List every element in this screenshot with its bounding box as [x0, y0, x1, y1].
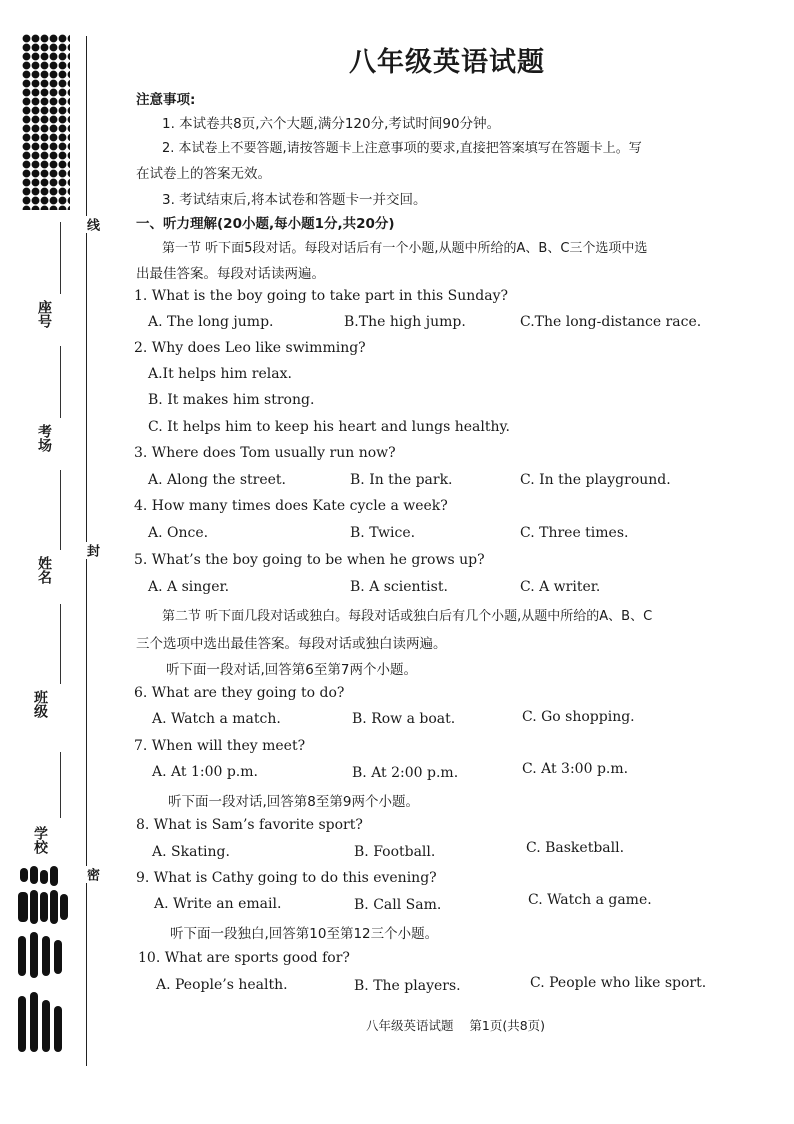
page-footer: 八年级英语试题 第1页(共8页) [366, 1018, 546, 1033]
question-1: 1. What is the boy going to take part in this Sunday? [134, 288, 508, 304]
q4-option-a: A. Once. [148, 525, 209, 541]
name-field[interactable] [60, 470, 61, 550]
q2-option-c: C. It helps him to keep his heart and lungs healthy. [148, 419, 510, 435]
part1-instructions-cont: 出最佳答案。每段对话读两遍。 [136, 266, 325, 282]
q7-option-b: B. At 2:00 p.m. [352, 765, 459, 781]
part2-instructions: 第二节 听下面几段对话或独白。每段对话或独白后有几个小题,从题中所给的A、B、C [162, 609, 653, 624]
q8-option-c: C. Basketball. [526, 840, 625, 856]
question-2: 2. Why does Leo like swimming? [134, 340, 366, 356]
q6-option-c: C. Go shopping. [522, 709, 635, 725]
class-field[interactable] [60, 604, 61, 684]
class-label: 班级 [32, 690, 48, 718]
q8-option-a: A. Skating. [152, 844, 230, 860]
bar-pattern [18, 866, 74, 1058]
notice-item-2-cont: 在试卷上的答案无效。 [136, 166, 271, 182]
part2-instructions-cont: 三个选项中选出最佳答案。每段对话或独白读两遍。 [136, 636, 447, 652]
notice-item-1: 1. 本试卷共8页,六个大题,满分120分,考试时间90分钟。 [162, 116, 501, 132]
q2-option-b: B. It makes him strong. [148, 392, 315, 408]
room-label: 考场 [36, 424, 52, 452]
instruction-q6-7: 听下面一段对话,回答第6至第7两个小题。 [166, 662, 417, 678]
q3-option-a: A. Along the street. [148, 472, 286, 488]
q7-option-c: C. At 3:00 p.m. [522, 761, 629, 777]
q7-option-a: A. At 1:00 p.m. [152, 764, 258, 780]
page-title: 八年级英语试题 [349, 47, 545, 78]
notice-item-2: 2. 本试卷上不要答题,请按答题卡上注意事项的要求,直接把答案填写在答题卡上。写 [162, 141, 642, 156]
q2-option-a: A.It helps him relax. [148, 366, 292, 382]
q3-option-c: C. In the playground. [520, 472, 671, 488]
seat-field[interactable] [60, 222, 61, 294]
question-3: 3. Where does Tom usually run now? [134, 445, 396, 461]
mark-feng: 封 [84, 544, 99, 557]
instruction-q8-9: 听下面一段对话,回答第8至第9两个小题。 [168, 794, 419, 810]
q5-option-c: C. A writer. [520, 579, 601, 595]
q5-option-b: B. A scientist. [350, 579, 448, 595]
q3-option-b: B. In the park. [350, 472, 453, 488]
q4-option-c: C. Three times. [520, 525, 629, 541]
question-10: 10. What are sports good for? [138, 950, 350, 966]
school-label: 学校 [32, 826, 48, 854]
q9-option-b: B. Call Sam. [354, 897, 442, 913]
q1-option-b: B.The high jump. [344, 314, 466, 330]
q10-option-b: B. The players. [354, 978, 461, 994]
q1-option-c: C.The long-distance race. [520, 314, 702, 330]
q4-option-b: B. Twice. [350, 525, 416, 541]
seat-label: 座号 [36, 300, 52, 328]
notice-heading: 注意事项: [136, 92, 196, 108]
question-4: 4. How many times does Kate cycle a week? [134, 498, 448, 514]
question-9: 9. What is Cathy going to do this evening? [136, 870, 437, 886]
name-label: 姓名 [36, 556, 52, 584]
part1-instructions: 第一节 听下面5段对话。每段对话后有一个小题,从题中所给的A、B、C三个选项中选 [162, 241, 648, 256]
mark-mi: 密 [84, 868, 99, 881]
q8-option-b: B. Football. [354, 844, 436, 860]
question-8: 8. What is Sam’s favorite sport? [136, 817, 363, 833]
q10-option-a: A. People’s health. [156, 977, 288, 993]
q6-option-b: B. Row a boat. [352, 711, 456, 727]
instruction-q10-12: 听下面一段独白,回答第10至第12三个小题。 [170, 926, 439, 942]
mark-xian: 线 [84, 218, 99, 231]
question-6: 6. What are they going to do? [134, 685, 345, 701]
q9-option-a: A. Write an email. [154, 896, 282, 912]
question-7: 7. When will they meet? [134, 738, 306, 754]
q6-option-a: A. Watch a match. [152, 711, 281, 727]
notice-item-3: 3. 考试结束后,将本试卷和答题卡一并交回。 [162, 192, 427, 208]
room-field[interactable] [60, 346, 61, 418]
question-5: 5. What’s the boy going to be when he grows up? [134, 552, 485, 568]
q9-option-c: C. Watch a game. [528, 892, 652, 908]
q10-option-c: C. People who like sport. [530, 975, 707, 991]
section-heading: 一、听力理解(20小题,每小题1分,共20分) [136, 216, 395, 232]
school-field[interactable] [60, 752, 61, 818]
q5-option-a: A. A singer. [148, 579, 230, 595]
q1-option-a: A. The long jump. [148, 314, 274, 330]
binding-margin [0, 0, 110, 1124]
